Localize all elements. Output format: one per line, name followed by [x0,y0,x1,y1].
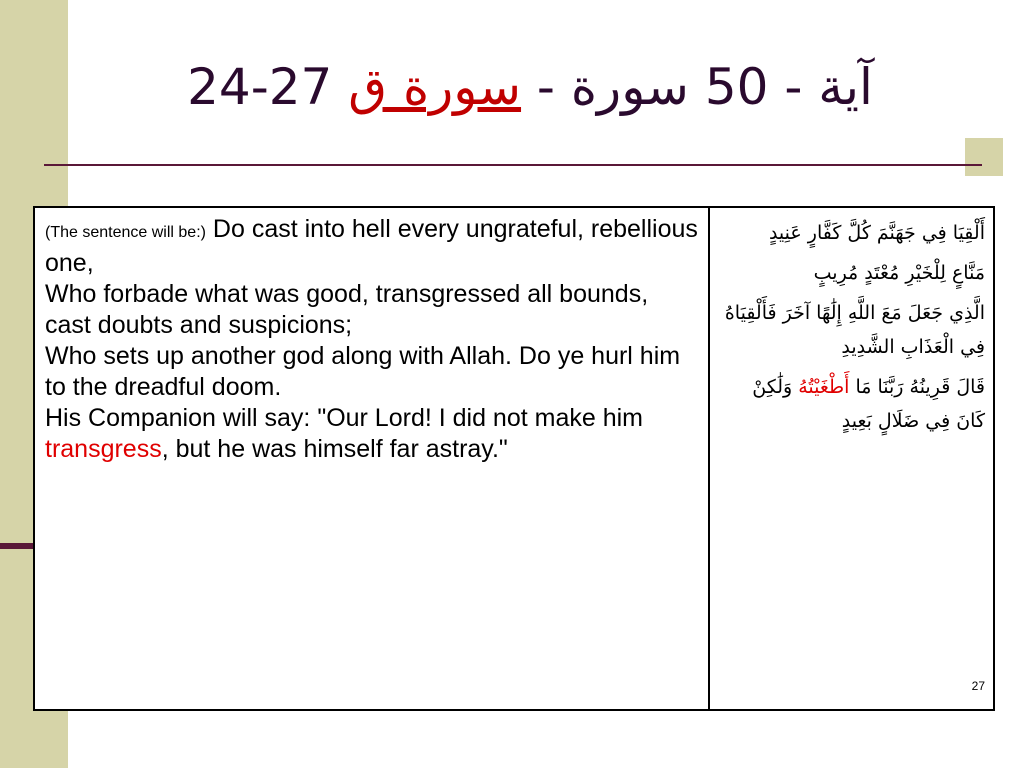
slide-title [120,58,940,138]
translation-cell [35,208,710,709]
arabic-verse-1: أَلْقِيَا فِي جَهَنَّمَ كُلَّ كَفَّارٍ عَنِيدٍ [768,222,985,244]
translation-note: (The sentence will be:) [45,224,206,241]
translation-line-2: Who forbade what was good, transgressed all bounds, cast doubts and suspicions; [45,280,649,339]
surah-link[interactable]: سورة ق [348,58,522,116]
translation-highlight: transgress [45,435,162,463]
arabic-cell [710,208,993,709]
arabic-highlight: أَطْغَيْتُهُ [798,376,850,398]
arabic-verse-4 [718,370,985,438]
title-divider [44,164,982,166]
arabic-verse-3: الَّذِي جَعَلَ مَعَ اللَّهِ إِلَٰهًا آخَرَ فَأَلْقِيَاهُ فِي الْعَذَابِ الشَّدِيدِ [724,302,985,358]
arabic-verse-4-start: قَالَ قَرِينُهُ رَبَّنَا مَا [849,376,985,398]
translation-line-3: Who sets up another god along with Allah. Do ye hurl him to the dreadful doom. [45,342,681,401]
verse-table [33,206,995,711]
corner-decor-square [965,138,1003,176]
translation-line-1: Do cast into hell every ungrateful, rebellious one, [45,215,698,277]
translation-line-4: His Companion will say: "Our Lord! I did not make him [45,404,643,432]
page-number: 27 [971,679,985,693]
arabic-verse-2: مَنَّاعٍ لِلْخَيْرِ مُعْتَدٍ مُرِيبٍ [813,262,985,284]
title-text: 24-27 آية - 50 سورة - [187,58,873,116]
translation-line-4-end: , but he was himself far astray." [161,435,508,463]
arabic-verse-4-end: وَلَٰكِنْ كَانَ فِي ضَلَالٍ بَعِيدٍ [752,376,985,432]
